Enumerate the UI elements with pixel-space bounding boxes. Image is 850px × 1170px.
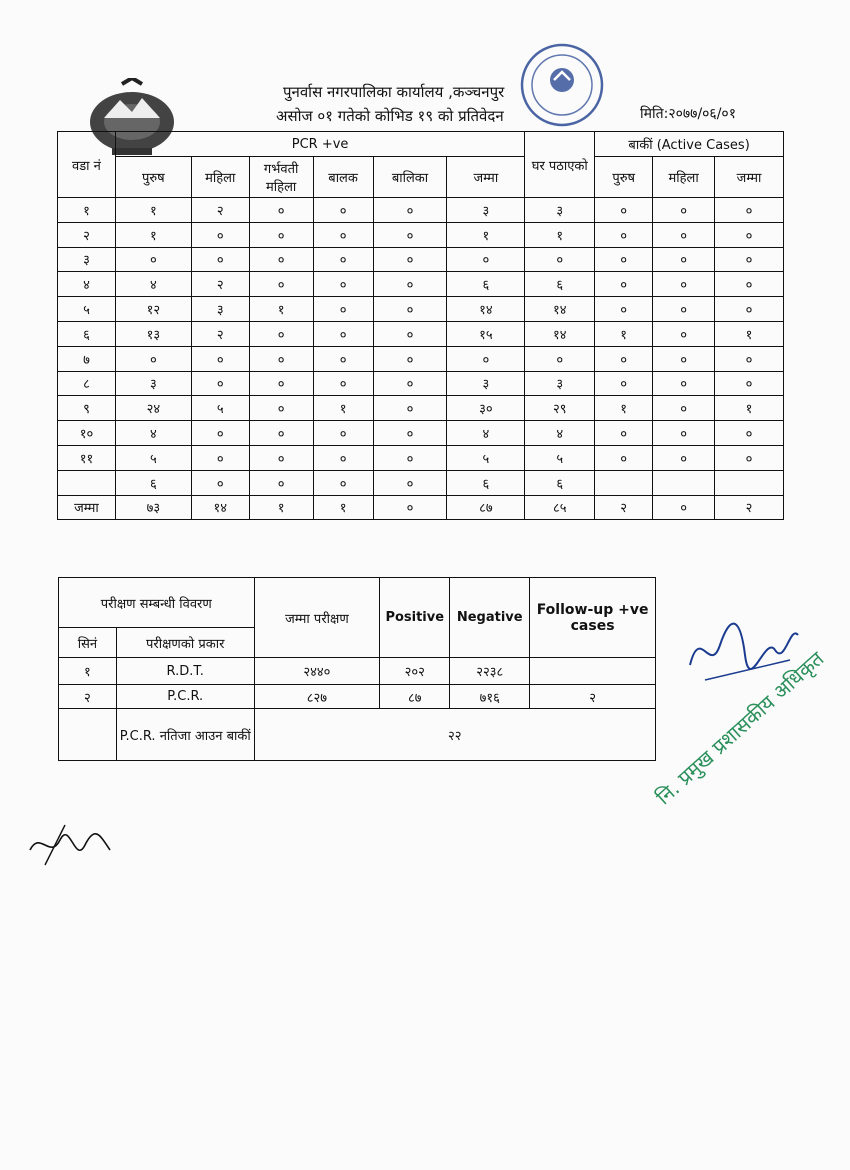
table-cell: ४ [115, 421, 191, 446]
table-cell: ० [715, 222, 784, 247]
total-row [58, 495, 784, 520]
table-cell: १४ [525, 321, 595, 346]
table-cell: ० [249, 247, 313, 272]
table-cell: ३ [525, 198, 595, 223]
table-cell: २ [715, 495, 784, 520]
header-pcr-female: महिला [191, 157, 249, 198]
table-cell: १ [59, 658, 117, 685]
table-cell: ० [313, 198, 373, 223]
header-pcr-boy: बालक [313, 157, 373, 198]
header-pcr-group: PCR +ve [115, 132, 524, 157]
header-pcr-girl: बालिका [373, 157, 447, 198]
table-cell: ० [313, 470, 373, 495]
table-row [59, 685, 656, 709]
table-cell: ३ [525, 371, 595, 396]
table-cell: ० [715, 272, 784, 297]
header-total-tests: जम्मा परीक्षण [254, 578, 380, 658]
table-cell: ० [373, 247, 447, 272]
table-cell: ० [715, 371, 784, 396]
table-row [58, 247, 784, 272]
table-cell: ० [313, 297, 373, 322]
table-cell: ७ [58, 346, 116, 371]
table-cell: ० [715, 297, 784, 322]
seal-title: प्रमुख प्रशासकीय अधिकृत [672, 646, 829, 790]
table-cell: ८७ [447, 495, 525, 520]
table-cell: ४ [115, 272, 191, 297]
table-cell: ० [653, 421, 715, 446]
table-cell: ० [313, 222, 373, 247]
table-cell: R.D.T. [116, 658, 254, 685]
table-cell: ० [653, 247, 715, 272]
table-cell: ० [595, 371, 653, 396]
table-cell: ० [653, 198, 715, 223]
table-cell: ० [715, 198, 784, 223]
table-cell: ३ [447, 198, 525, 223]
table-cell: ० [249, 371, 313, 396]
table-cell: ० [653, 396, 715, 421]
table-cell: ० [653, 222, 715, 247]
table-cell: ५ [58, 297, 116, 322]
header-followup: Follow-up +ve cases [530, 578, 656, 658]
covid-ward-table [57, 131, 784, 520]
test-summary-table [58, 577, 656, 761]
table-cell: ११ [58, 445, 116, 470]
table-cell: ० [373, 371, 447, 396]
table-cell: ३० [447, 396, 525, 421]
table-cell: ० [373, 272, 447, 297]
table-cell: २ [191, 272, 249, 297]
table-row [58, 198, 784, 223]
header-pcr-male: पुरुष [115, 157, 191, 198]
table-cell: २ [58, 222, 116, 247]
table-cell: ० [595, 297, 653, 322]
table-cell: ६ [525, 272, 595, 297]
table-cell: २४ [115, 396, 191, 421]
table-cell: ० [653, 346, 715, 371]
table-cell: ० [595, 198, 653, 223]
office-title: पुनर्वास नगरपालिका कार्यालय ,कञ्चनपुर [283, 83, 505, 101]
table-cell: १ [249, 297, 313, 322]
table-cell: ८ [58, 371, 116, 396]
header-test-type: परीक्षणको प्रकार [116, 628, 254, 658]
table-cell: ४ [58, 272, 116, 297]
header-positive: Positive [380, 578, 450, 658]
table-cell: ३ [58, 247, 116, 272]
table-cell: ० [249, 445, 313, 470]
table-cell: ८२७ [254, 685, 380, 709]
table-cell: ० [595, 247, 653, 272]
table-cell: ० [191, 470, 249, 495]
table-cell: १ [595, 396, 653, 421]
table-cell: ० [373, 445, 447, 470]
table-cell: ८५ [525, 495, 595, 520]
table-cell: २ [191, 321, 249, 346]
table-cell: ६ [447, 470, 525, 495]
table-cell: १ [715, 396, 784, 421]
table-row [58, 297, 784, 322]
table-cell: ० [373, 346, 447, 371]
header-active-female: महिला [653, 157, 715, 198]
table-cell: ० [595, 445, 653, 470]
table-cell: ० [373, 470, 447, 495]
table-cell: ३ [115, 371, 191, 396]
table-cell: ५ [191, 396, 249, 421]
table-row [58, 321, 784, 346]
table-cell: ० [249, 421, 313, 446]
table-cell: १४ [191, 495, 249, 520]
table-cell [653, 470, 715, 495]
table-cell: ६ [525, 470, 595, 495]
table-cell [59, 709, 117, 761]
table-row [58, 346, 784, 371]
table-cell: ० [373, 297, 447, 322]
table-cell: ० [653, 495, 715, 520]
table-cell: ० [653, 321, 715, 346]
table-cell: ० [525, 346, 595, 371]
table-cell: ० [313, 445, 373, 470]
table-cell: ० [313, 346, 373, 371]
table-cell: ६ [447, 272, 525, 297]
table-cell: ७१६ [450, 685, 530, 709]
table-cell: २ [530, 685, 656, 709]
pending-label: P.C.R. नतिजा आउन बाकीं [116, 709, 254, 761]
table-row [58, 421, 784, 446]
table-row [59, 709, 656, 761]
table-cell [595, 470, 653, 495]
table-cell: १ [115, 198, 191, 223]
table-cell: ० [715, 247, 784, 272]
table-cell: १४ [447, 297, 525, 322]
table-cell: ० [191, 421, 249, 446]
table-cell: ० [595, 421, 653, 446]
table-cell: १ [525, 222, 595, 247]
table-cell: १ [115, 222, 191, 247]
table-cell: ० [653, 371, 715, 396]
table-cell: ० [191, 346, 249, 371]
table-cell: १ [715, 321, 784, 346]
table-cell: ० [313, 371, 373, 396]
table-cell: ० [653, 272, 715, 297]
table-cell: ० [249, 222, 313, 247]
table-cell: ० [715, 346, 784, 371]
table-cell: P.C.R. [116, 685, 254, 709]
table-cell: ० [313, 421, 373, 446]
table-cell [530, 658, 656, 685]
table-cell: ० [373, 222, 447, 247]
table-cell: ७३ [115, 495, 191, 520]
table-cell: ० [249, 272, 313, 297]
table-cell: २४४० [254, 658, 380, 685]
table-cell: ० [115, 346, 191, 371]
second-signature-icon [25, 820, 115, 875]
table-cell: १ [313, 495, 373, 520]
table-cell: ० [115, 247, 191, 272]
table-cell: १० [58, 421, 116, 446]
table-cell: ८७ [380, 685, 450, 709]
table-cell: २२३८ [450, 658, 530, 685]
table-cell: ० [653, 445, 715, 470]
header-pcr-pregnant: गर्भवती महिला [249, 157, 313, 198]
table-cell: ० [249, 470, 313, 495]
table-cell: २ [59, 685, 117, 709]
table-cell: १४ [525, 297, 595, 322]
table-cell: ५ [115, 445, 191, 470]
table-cell: ० [715, 445, 784, 470]
table-cell: ३ [191, 297, 249, 322]
table-row [58, 470, 784, 495]
table-cell: ० [373, 321, 447, 346]
table-cell: ० [313, 321, 373, 346]
table-cell: १ [58, 198, 116, 223]
table-cell: ० [191, 222, 249, 247]
table-cell: ० [447, 346, 525, 371]
table-row [58, 396, 784, 421]
table-cell: १३ [115, 321, 191, 346]
table-cell: ० [525, 247, 595, 272]
table-cell: १५ [447, 321, 525, 346]
table-cell: ० [653, 297, 715, 322]
table-cell: २०२ [380, 658, 450, 685]
table-cell: ९ [58, 396, 116, 421]
table-cell: ६ [58, 321, 116, 346]
header-negative: Negative [450, 578, 530, 658]
table-cell: ० [249, 321, 313, 346]
table-cell: ० [373, 198, 447, 223]
header-active-male: पुरुष [595, 157, 653, 198]
header-home-sent: घर पठाएको [525, 132, 595, 198]
table-cell: ३ [447, 371, 525, 396]
table-cell: ० [191, 371, 249, 396]
table-cell: ० [249, 198, 313, 223]
report-subtitle: असोज ०१ गतेको कोभिड १९ को प्रतिवेदन [276, 107, 504, 125]
table-cell [58, 470, 116, 495]
table-cell: ० [715, 421, 784, 446]
table-row [58, 272, 784, 297]
table-cell: ० [373, 421, 447, 446]
report-date: मिति:२०७७/०६/०१ [640, 106, 736, 122]
table-cell: ० [249, 396, 313, 421]
table-cell: ० [191, 445, 249, 470]
table-cell: ५ [447, 445, 525, 470]
table-cell: १ [249, 495, 313, 520]
table-cell: ० [595, 346, 653, 371]
table-cell: ० [313, 247, 373, 272]
table-row [58, 222, 784, 247]
table-cell: १ [313, 396, 373, 421]
table-cell: ४ [525, 421, 595, 446]
table-cell: १२ [115, 297, 191, 322]
table-cell: ५ [525, 445, 595, 470]
table-cell: जम्मा [58, 495, 116, 520]
seal-prefix: नि. [651, 776, 685, 810]
table-row [58, 445, 784, 470]
table-cell: ० [373, 396, 447, 421]
table-cell: २ [191, 198, 249, 223]
header-test-detail: परीक्षण सम्बन्धी विवरण [59, 578, 255, 628]
table-cell [715, 470, 784, 495]
table-cell: ४ [447, 421, 525, 446]
header-active-group: बाकीं (Active Cases) [595, 132, 784, 157]
header-active-total: जम्मा [715, 157, 784, 198]
table-cell: २९ [525, 396, 595, 421]
table-cell: ० [373, 495, 447, 520]
table-cell: ० [313, 272, 373, 297]
header-pcr-total: जम्मा [447, 157, 525, 198]
table-row [58, 371, 784, 396]
table-cell: २ [595, 495, 653, 520]
table-cell: ६ [115, 470, 191, 495]
header-sn: सिनं [59, 628, 117, 658]
table-cell: ० [191, 247, 249, 272]
table-cell: ० [249, 346, 313, 371]
table-cell: १ [447, 222, 525, 247]
table-row [59, 658, 656, 685]
pending-value: २२ [254, 709, 655, 761]
header-ward: वडा नं [58, 132, 116, 198]
table-cell: ० [595, 272, 653, 297]
table-cell: ० [595, 222, 653, 247]
table-cell: ० [447, 247, 525, 272]
table-cell: १ [595, 321, 653, 346]
